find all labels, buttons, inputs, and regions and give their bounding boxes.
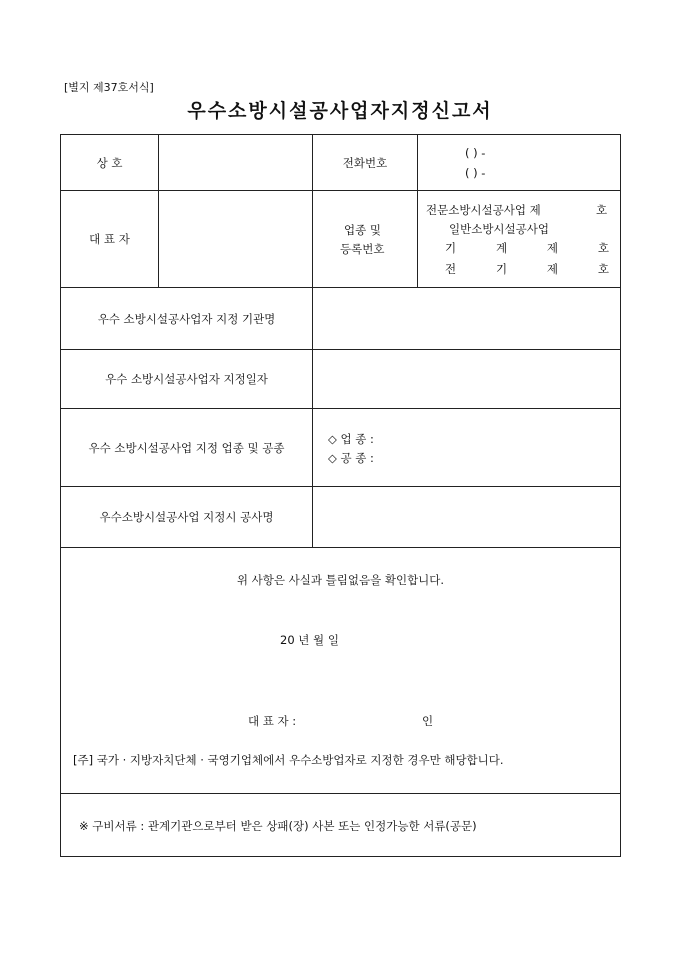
reg-general: 일반소방시설공사업 — [449, 222, 549, 236]
reg-elec-char: 전 — [445, 262, 457, 276]
confirmation-statement: 위 사항은 사실과 틀림없음을 확인합니다. — [236, 573, 445, 587]
reg-specialty: 전문소방시설공사업 제 — [426, 203, 541, 217]
phone-line-2: ( ) - — [465, 166, 486, 180]
label-registration-line1: 업종 및 — [344, 223, 381, 237]
business-type-line: ◇ 업 종 : — [328, 432, 374, 446]
reg-mech-char: 기 — [445, 241, 457, 255]
row-divider — [61, 547, 620, 548]
seal-mark: 인 — [422, 714, 434, 728]
reg-mech-char: 호 — [597, 241, 609, 255]
reg-elec — [445, 261, 609, 277]
label-business-type: 우수 소방시설공사업 지정 업종 및 공종 — [88, 440, 285, 455]
form-code: [별지 제37호서식] — [64, 81, 154, 94]
business-type-field[interactable] — [313, 409, 620, 486]
label-representative: 대 표 자 — [89, 232, 130, 246]
date-line: 20 년 월 일 — [280, 633, 339, 647]
reg-elec-char: 제 — [546, 262, 559, 276]
representative-sign-label: 대 표 자 : — [248, 714, 297, 728]
label-company-name: 상 호 — [96, 155, 123, 170]
reg-elec-char: 호 — [597, 262, 609, 276]
page-title: 우수소방시설공사업자지정신고서 — [187, 100, 493, 122]
registration-field[interactable] — [418, 191, 620, 287]
company-name-field[interactable] — [159, 135, 312, 190]
label-designation-date: 우수 소방시설공사업자 지정일자 — [105, 372, 268, 386]
reg-mech-char: 제 — [546, 241, 559, 255]
reg-mech-char: 계 — [495, 241, 508, 255]
note: [주] 국가 · 지방자치단체 · 국영기업체에서 우수소방업자로 지정한 경우만 해당합니다. — [73, 753, 504, 767]
designating-agency-field[interactable] — [313, 288, 620, 349]
report-form — [60, 134, 621, 857]
phone-line-1: ( ) - — [465, 146, 486, 160]
reg-mech — [445, 240, 609, 256]
representative-field[interactable] — [159, 191, 312, 287]
work-type-line: ◇ 공 종 : — [328, 451, 374, 465]
reg-specialty-suffix: 호 — [596, 203, 608, 217]
project-name-field[interactable] — [313, 487, 620, 547]
label-designating-agency: 우수 소방시설공사업자 지정 기관명 — [97, 311, 276, 326]
label-registration — [313, 191, 417, 287]
row-divider — [61, 793, 620, 794]
reg-elec-char: 기 — [495, 262, 508, 276]
label-registration-line2: 등록번호 — [340, 242, 385, 256]
label-phone: 전화번호 — [342, 155, 388, 170]
phone-field[interactable] — [418, 135, 620, 190]
label-project-name: 우수소방시설공사업 지정시 공사명 — [99, 510, 274, 524]
required-documents: ※ 구비서류 : 관계기관으로부터 받은 상패(장) 사본 또는 인정가능한 서류(공문) — [79, 819, 477, 833]
designation-date-field[interactable] — [313, 350, 620, 408]
